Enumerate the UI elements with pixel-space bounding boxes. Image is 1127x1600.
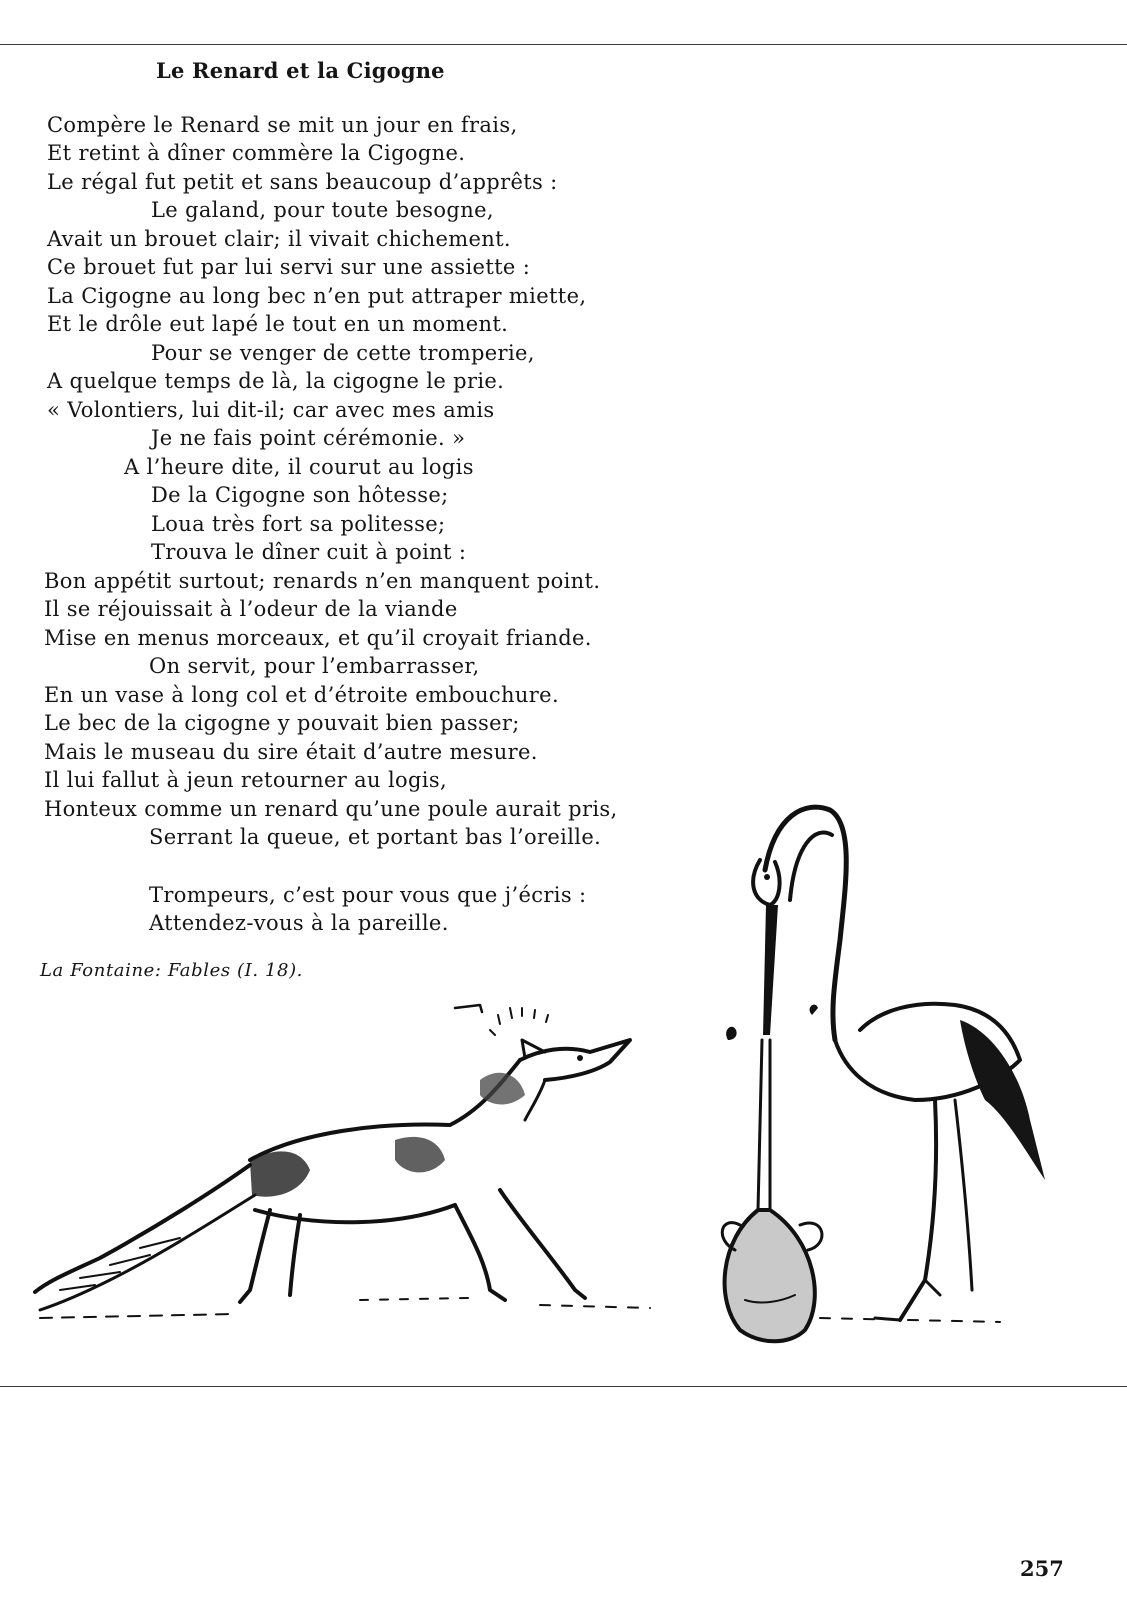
poem-line: Trouva le dîner cuit à point :	[151, 540, 467, 564]
poem-line: Ce brouet fut par lui servi sur une assiette :	[47, 255, 531, 279]
poem-line: Compère le Renard se mit un jour en frais,	[47, 113, 518, 137]
poem-line: Et retint à dîner commère la Cigogne.	[47, 141, 466, 165]
fox-icon	[35, 1005, 650, 1318]
poem-line: Avait un brouet clair; il vivait chichement.	[47, 227, 511, 251]
poem-line: Je ne fais point cérémonie. »	[151, 426, 466, 450]
poem-line: Et le drôle eut lapé le tout en un moment.	[47, 312, 509, 336]
moral-line: Attendez-vous à la pareille.	[149, 911, 449, 935]
vase-icon	[722, 1040, 822, 1341]
poem-line: Mise en menus morceaux, et qu’il croyait friande.	[44, 626, 592, 650]
poem-line: « Volontiers, lui dit-il; car avec mes amis	[47, 398, 495, 422]
poem-line: Le bec de la cigogne y pouvait bien passer;	[44, 711, 520, 735]
page-number: 257	[1020, 1556, 1064, 1581]
poem-line: On servit, pour l’embarrasser,	[149, 654, 480, 678]
poem-line: Bon appétit surtout; renards n’en manquent point.	[44, 569, 601, 593]
poem-line: Il lui fallut à jeun retourner au logis,	[44, 768, 448, 792]
page-title: Le Renard et la Cigogne	[156, 58, 445, 83]
poem-line: Il se réjouissait à l’odeur de la viande	[44, 597, 458, 621]
poem-line: Mais le museau du sire était d’autre mesure.	[44, 740, 538, 764]
bottom-rule	[0, 1386, 1127, 1387]
poem-line: De la Cigogne son hôtesse;	[151, 483, 449, 507]
poem-line: Le galand, pour toute besogne,	[151, 198, 494, 222]
poem-line: La Cigogne au long bec n’en put attraper miette,	[47, 284, 587, 308]
poem-line: Le régal fut petit et sans beaucoup d’apprêts :	[47, 170, 558, 194]
poem-line: En un vase à long col et d’étroite embouchure.	[44, 683, 559, 707]
poem-line: A l’heure dite, il courut au logis	[124, 455, 474, 479]
poem-line: A quelque temps de là, la cigogne le prie.	[47, 369, 505, 393]
poem-line: Serrant la queue, et portant bas l’oreille.	[149, 825, 602, 849]
poem-line: Honteux comme un renard qu’une poule aurait pris,	[44, 797, 618, 821]
moral-line: Trompeurs, c’est pour vous que j’écris :	[149, 883, 587, 907]
source-citation: La Fontaine: Fables (I. 18).	[40, 960, 304, 981]
poem-line: Pour se venger de cette tromperie,	[151, 341, 535, 365]
poem-line: Loua très fort sa politesse;	[151, 512, 446, 536]
